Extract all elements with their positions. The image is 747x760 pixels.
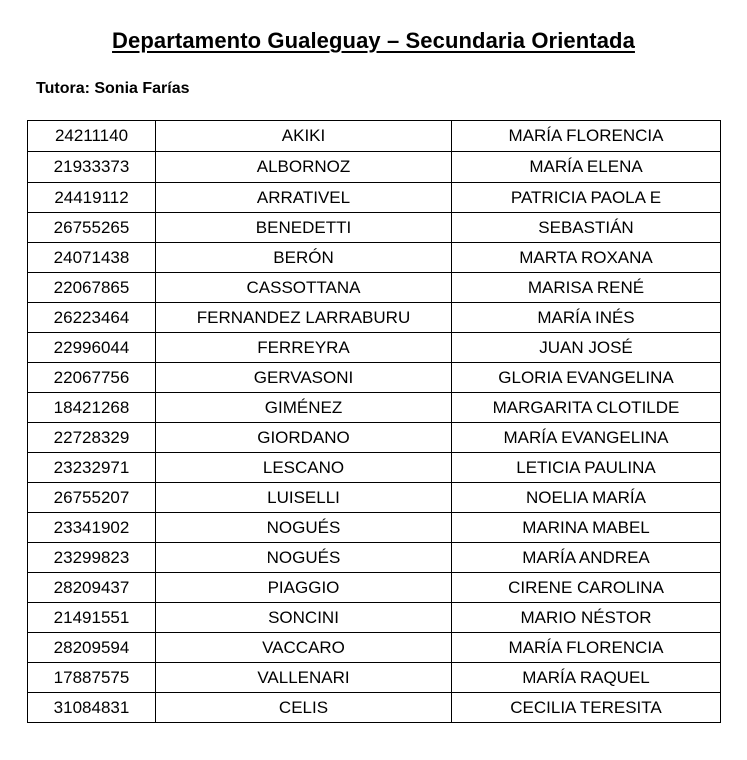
surname-cell: BENEDETTI [156, 213, 452, 243]
first-names-cell: NOELIA MARÍA [452, 483, 721, 513]
dni-cell: 26755265 [28, 213, 156, 243]
table-row [28, 633, 721, 663]
table-row [28, 393, 721, 423]
surname-cell: ALBORNOZ [156, 152, 452, 183]
dni-cell: 22067756 [28, 363, 156, 393]
first-names-cell: MARÍA EVANGELINA [452, 423, 721, 453]
dni-cell: 23232971 [28, 453, 156, 483]
first-names-cell: MARÍA FLORENCIA [452, 633, 721, 663]
dni-cell: 28209594 [28, 633, 156, 663]
table-row [28, 213, 721, 243]
dni-cell: 18421268 [28, 393, 156, 423]
first-names-cell: MARISA RENÉ [452, 273, 721, 303]
surname-cell: ARRATIVEL [156, 183, 452, 213]
surname-cell: FERNANDEZ LARRABURU [156, 303, 452, 333]
first-names-cell: MARÍA ELENA [452, 152, 721, 183]
first-names-cell: MARGARITA CLOTILDE [452, 393, 721, 423]
dni-cell: 21933373 [28, 152, 156, 183]
table-row [28, 603, 721, 633]
table-row [28, 483, 721, 513]
roster-body [28, 121, 721, 723]
first-names-cell: MARÍA ANDREA [452, 543, 721, 573]
dni-cell: 22996044 [28, 333, 156, 363]
surname-cell: LESCANO [156, 453, 452, 483]
surname-cell: NOGUÉS [156, 543, 452, 573]
first-names-cell: MARÍA FLORENCIA [452, 121, 721, 152]
surname-cell: SONCINI [156, 603, 452, 633]
dni-cell: 24211140 [28, 121, 156, 152]
table-row [28, 423, 721, 453]
table-row [28, 543, 721, 573]
surname-cell: CELIS [156, 693, 452, 723]
table-row [28, 693, 721, 723]
table-row [28, 273, 721, 303]
first-names-cell: MARTA ROXANA [452, 243, 721, 273]
surname-cell: GIMÉNEZ [156, 393, 452, 423]
page-title: Departamento Gualeguay – Secundaria Orientada [112, 28, 635, 53]
surname-cell: GERVASONI [156, 363, 452, 393]
dni-cell: 28209437 [28, 573, 156, 603]
surname-cell: FERREYRA [156, 333, 452, 363]
dni-cell: 17887575 [28, 663, 156, 693]
first-names-cell: JUAN JOSÉ [452, 333, 721, 363]
dni-cell: 21491551 [28, 603, 156, 633]
first-names-cell: MARÍA INÉS [452, 303, 721, 333]
tutor-line: Tutora: Sonia Farías [36, 80, 190, 97]
dni-cell: 22067865 [28, 273, 156, 303]
table-row [28, 663, 721, 693]
table-row [28, 121, 721, 152]
first-names-cell: MARINA MABEL [452, 513, 721, 543]
table-row [28, 243, 721, 273]
dni-cell: 23341902 [28, 513, 156, 543]
table-row [28, 453, 721, 483]
dni-cell: 26755207 [28, 483, 156, 513]
first-names-cell: PATRICIA PAOLA E [452, 183, 721, 213]
first-names-cell: SEBASTIÁN [452, 213, 721, 243]
table-row [28, 152, 721, 183]
table-row [28, 513, 721, 543]
first-names-cell: CIRENE CAROLINA [452, 573, 721, 603]
surname-cell: VALLENARI [156, 663, 452, 693]
surname-cell: NOGUÉS [156, 513, 452, 543]
surname-cell: VACCARO [156, 633, 452, 663]
table-row [28, 183, 721, 213]
surname-cell: CASSOTTANA [156, 273, 452, 303]
first-names-cell: GLORIA EVANGELINA [452, 363, 721, 393]
dni-cell: 26223464 [28, 303, 156, 333]
dni-cell: 23299823 [28, 543, 156, 573]
first-names-cell: LETICIA PAULINA [452, 453, 721, 483]
dni-cell: 24419112 [28, 183, 156, 213]
first-names-cell: MARÍA RAQUEL [452, 663, 721, 693]
dni-cell: 24071438 [28, 243, 156, 273]
dni-cell: 22728329 [28, 423, 156, 453]
table-row [28, 573, 721, 603]
first-names-cell: MARIO NÉSTOR [452, 603, 721, 633]
first-names-cell: CECILIA TERESITA [452, 693, 721, 723]
surname-cell: LUISELLI [156, 483, 452, 513]
roster-table [27, 120, 721, 723]
table-row [28, 303, 721, 333]
table-row [28, 363, 721, 393]
surname-cell: BERÓN [156, 243, 452, 273]
surname-cell: AKIKI [156, 121, 452, 152]
dni-cell: 31084831 [28, 693, 156, 723]
surname-cell: GIORDANO [156, 423, 452, 453]
surname-cell: PIAGGIO [156, 573, 452, 603]
table-row [28, 333, 721, 363]
